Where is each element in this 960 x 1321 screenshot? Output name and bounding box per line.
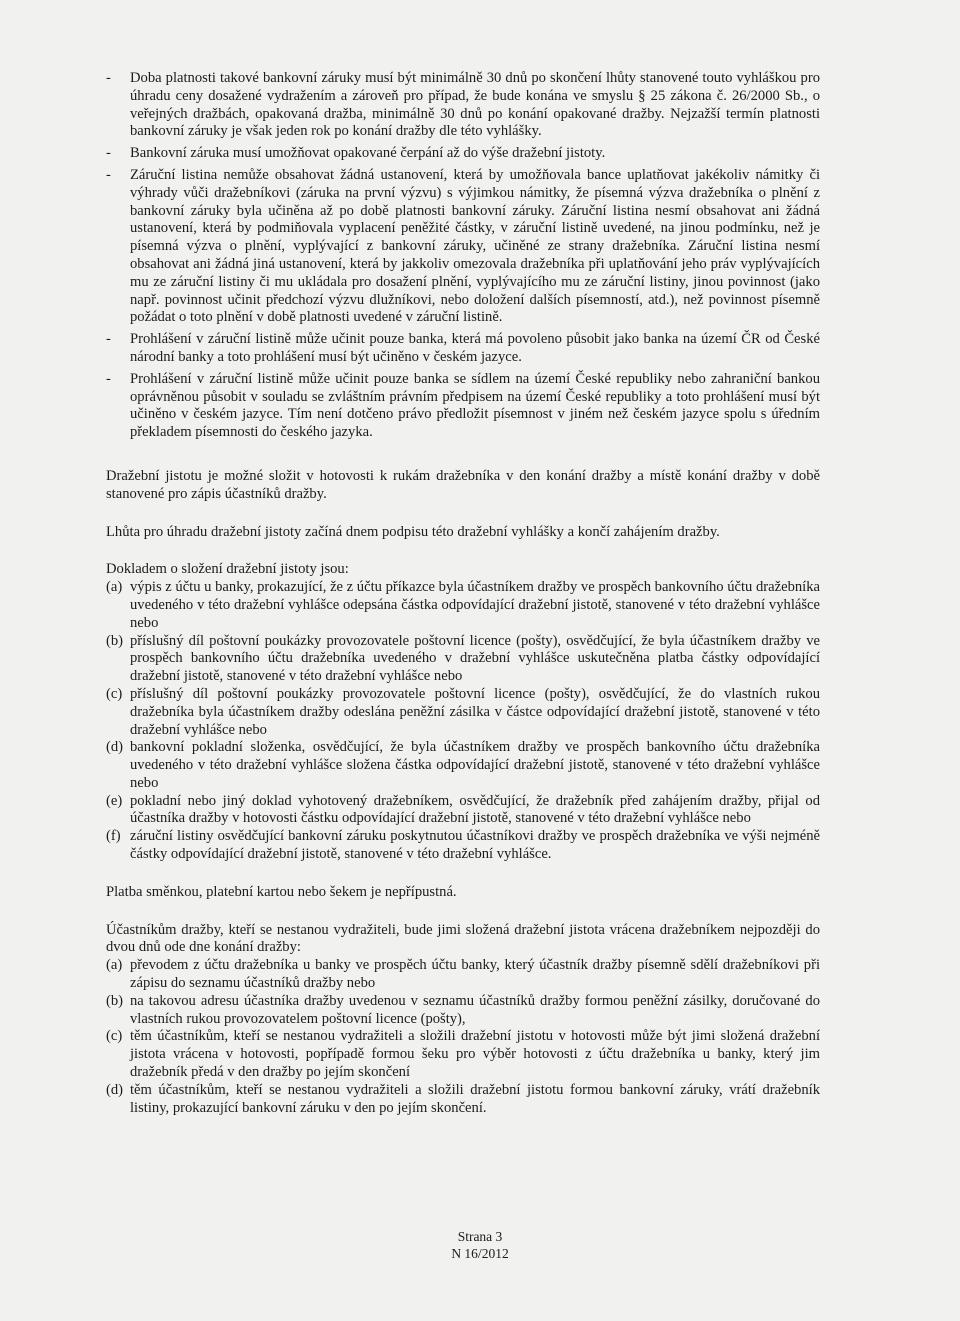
guarantee-conditions-list [106, 70, 820, 442]
dash-bullet: - [106, 370, 111, 387]
list-item: (b) na takovou adresu účastníka dražby uvedenou v seznamu účastníků dražby formou peněžní zásilky, doručované do vlastních rukou provozovatelem poštovní licence (pošty), [106, 992, 820, 1027]
proof-list [106, 579, 820, 864]
list-item: - Záruční listina nemůže obsahovat žádná ustanovení, která by umožňovala bance uplatňovat jakékoliv námitky či výhrady vůči dražebníkovi (záruka na první výzvu) s výjimkou námitky, že písemná výzva dražebníka o plnění z bankovní záruky byla učiněna až po době platnosti bankovní záruky. Záruční listina nesmí obsahovat ani žádná ustanovení, která by podmiňovala vyplacení peněžité částky, v záruční listině uvedené, na jinou podmínku, než je písemná výzva o plnění, vyplývající z bankovní záruky, učiněné ze strany dražebníka. Záruční listina nesmí obsahovat ani žádná jiná ustanovení, která by jakkoliv omezovala dražebníka při uplatňování jeho práv vyplývajících mu ze záruční listiny či mu ukládala pro dosažení plnění, vyplývajícího mu ze záruční listiny, jinou povinnost (jako např. povinnost učinit předchozí výzvu dlužníkovi, nebo doložení dalších písemností, atd.), než povinnost písemně požádat o toto plnění v době platnosti uvedené v záruční listině. [106, 166, 820, 326]
list-item: (c) těm účastníkům, kteří se nestanou vydražiteli a složili dražební jistotu v hotovosti může být jimi složená dražební jistota vrácena v hotovosti, popřípadě formou šeku pro výběr hotovosti z účtu dražebníka u banky, který jim dražebník předá v den dražby po jejím skončení [106, 1028, 820, 1081]
list-item: (b) příslušný díl poštovní poukázky provozovatele poštovní licence (pošty), osvědčující, že byla účastníkem dražby ve prospěch bankovního účtu dražebníka uvedeného v dražební vyhlášce uskutečněna platba částky odpovídající dražební jistotě, stanovené v této dražební vyhlášce nebo [106, 632, 820, 685]
list-item: (d) těm účastníkům, kteří se nestanou vydražiteli a složili dražební jistotu formou bankovní záruky, vrátí dražebník listiny, prokazující bankovní záruku v den po jejím skončení. [106, 1081, 820, 1116]
list-item: - Prohlášení v záruční listině může učinit pouze banka, která má povoleno působit jako banka na území ČR od České národní banky a toto prohlášení musí být učiněno v českém jazyce. [106, 331, 820, 365]
list-item: - Doba platnosti takové bankovní záruky musí být minimálně 30 dnů po skončení lhůty stanovené touto vyhláškou pro úhradu ceny dosažené vydražením a zároveň pro případ, že bude konána ve smyslu § 25 zákona č. 26/2000 Sb., o veřejných dražbách, opakovaná dražba, minimálně 30 dnů po konání opakované dražby. Nejzažší termín platnosti bankovní záruky je však jeden rok po konání dražby dle této vyhlášky. [106, 70, 820, 140]
deadline-paragraph: Lhůta pro úhradu dražební jistoty začíná dnem podpisu této dražební vyhlášky a končí zahájením dražby. [106, 523, 720, 540]
list-item: (e) pokladní nebo jiný doklad vyhotovený dražebníkem, osvědčující, že dražebník před zahájením dražby, přijal od účastníka dražby v hotovosti částku odpovídající dražební jistotě, stanovené v této dražební vyhlášce nebo [106, 792, 820, 827]
return-list [106, 957, 820, 1117]
dash-bullet: - [106, 70, 111, 86]
list-item: - Prohlášení v záruční listině může učinit pouze banka se sídlem na území České republiky nebo zahraniční bankou oprávněnou působit v souladu se zvláštním právním předpisem na území České republiky a toto prohlášení musí být učiněno v českém jazyce. Tím není dotčeno právo předložit písemnost v jiném než českém jazyce spolu s úředním překladem písemnosti do českého jazyka. [106, 370, 820, 441]
document-body [106, 70, 820, 1117]
page-footer [0, 1228, 960, 1262]
list-item: (d) bankovní pokladní složenka, osvědčující, že byla účastníkem dražby ve prospěch bankovního účtu dražebníka uvedeného v této dražební vyhlášce složena částka odpovídající dražební jistotě, stanovené v této dražební vyhlášce nebo [106, 739, 820, 791]
list-item: (f) záruční listiny osvědčující bankovní záruku poskytnutou účastníkovi dražby ve prospěch dražebníka ve výši nejméně částky odpovídající dražební jistotě, stanovené v této dražební vyhlášce. [106, 828, 820, 863]
return-intro: Účastníkům dražby, kteří se nestanou vydražiteli, bude jimi složená dražební jistota vrácena dražebníkem nejpozději do dvou dnů ode dne konání dražby: [106, 921, 820, 956]
deposit-paragraph: Dražební jistotu je možné složit v hotovosti k rukám dražebníka v den konání dražby a místě konání dražby v době stanovené pro zápis účastníků dražby. [106, 467, 820, 502]
dash-bullet: - [106, 145, 111, 162]
list-item: (c) příslušný díl poštovní poukázky provozovatele poštovní licence (pošty), osvědčující, že do vlastních rukou dražebníka byla účastníkem dražby odeslána peněžní zásilka v částce odpovídající dražební jistotě, stanovené v této dražební vyhlášce nebo [106, 685, 820, 738]
document-reference: N 16/2012 [451, 1246, 509, 1261]
list-item: - Bankovní záruka musí umožňovat opakované čerpání až do výše dražební jistoty. [106, 145, 606, 162]
list-item: (a) výpis z účtu u banky, prokazující, že z účtu příkazce byla účastníkem dražby ve prospěch bankovního účtu dražebníka uvedeného v této dražební vyhlášce odepsána částka odpovídající dražební jistotě, stanovené v této dražební vyhlášce nebo [106, 579, 820, 631]
dash-bullet: - [106, 166, 111, 183]
proof-intro: Dokladem o složení dražební jistoty jsou: [106, 561, 349, 578]
dash-bullet: - [106, 331, 111, 348]
list-item: (a) převodem z účtu dražebníka u banky ve prospěch účtu banky, který účastník dražby písemně sdělí dražebníkovi při zápisu do seznamu účastníků dražby nebo [106, 957, 820, 992]
payment-paragraph: Platba směnkou, platební kartou nebo šekem je nepřípustná. [106, 883, 457, 900]
page-number: Strana 3 [457, 1229, 503, 1244]
